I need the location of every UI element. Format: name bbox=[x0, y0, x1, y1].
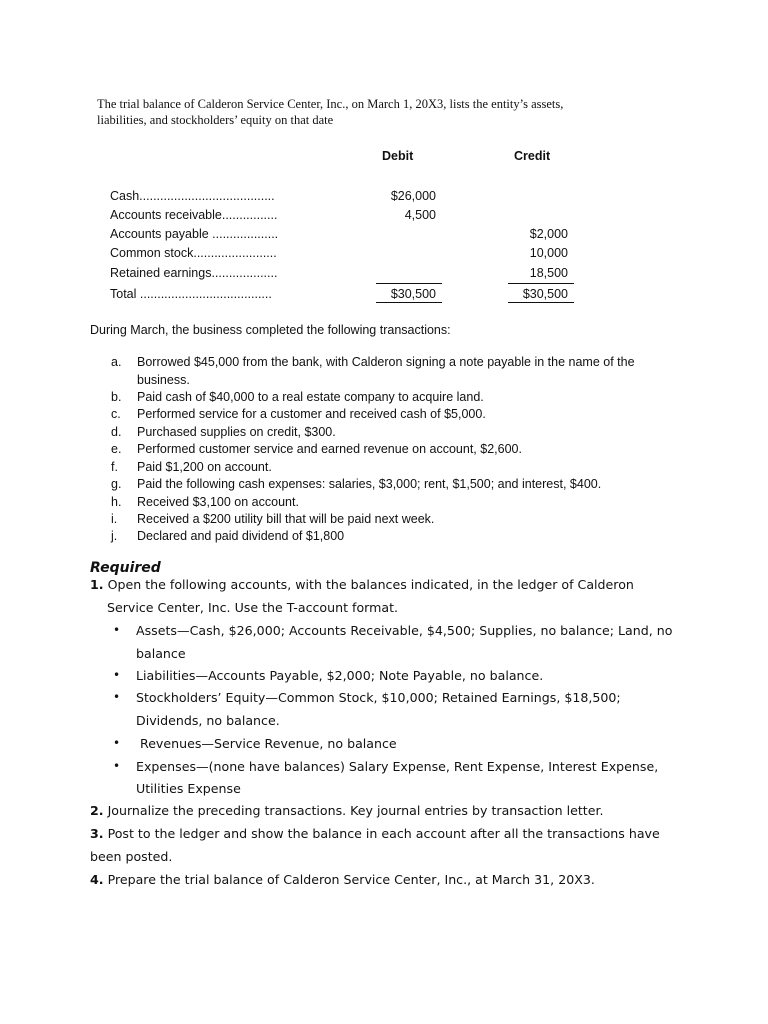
required-heading: Required bbox=[90, 560, 161, 576]
list-item: j. Declared and paid dividend of $1,800 bbox=[111, 529, 345, 543]
step-4: 4. Prepare the trial balance of Calderon Service Center, Inc., at March 31, 20X3. bbox=[90, 872, 595, 887]
list-item-continuation: business. bbox=[137, 373, 190, 387]
list-item: e. Performed customer service and earned revenue on account, $2,600. bbox=[111, 442, 522, 456]
step-1: 1. Open the following accounts, with the balances indicated, in the ledger of Calderon bbox=[90, 577, 634, 592]
list-item: h. Received $3,100 on account. bbox=[111, 495, 299, 509]
list-item: a. Borrowed $45,000 from the bank, with Calderon signing a note payable in the name of the bbox=[111, 355, 635, 369]
row-label-retained-earnings: Retained earnings................... bbox=[110, 266, 278, 280]
list-item: g. Paid the following cash expenses: salaries, $3,000; rent, $1,500; and interest, $400. bbox=[111, 477, 602, 491]
row-debit-cash: $26,000 bbox=[390, 189, 436, 203]
row-credit-retained-earnings: 18,500 bbox=[529, 266, 568, 280]
bullet-revenues: Revenues—Service Revenue, no balance bbox=[136, 736, 397, 751]
step-2: 2. Journalize the preceding transactions. Key journal entries by transaction letter. bbox=[90, 803, 604, 818]
row-label-total: Total ...................................... bbox=[110, 287, 272, 301]
credit-subtotal-rule bbox=[508, 283, 574, 284]
credit-total-rule bbox=[508, 302, 574, 303]
intro-line-1: The trial balance of Calderon Service Center, Inc., on March 1, 20X3, lists the entity’s assets, bbox=[97, 97, 564, 111]
list-item: b. Paid cash of $40,000 to a real estate company to acquire land. bbox=[111, 390, 484, 404]
intro-line-2: liabilities, and stockholders’ equity on that date bbox=[97, 113, 334, 127]
transactions-intro: During March, the business completed the following transactions: bbox=[90, 323, 451, 337]
bullet-assets: Assets—Cash, $26,000; Accounts Receivable, $4,500; Supplies, no balance; Land, no bbox=[136, 623, 673, 638]
bullet-icon: • bbox=[113, 690, 121, 704]
bullet-equity-cont: Dividends, no balance. bbox=[136, 713, 280, 728]
bullet-icon: • bbox=[113, 623, 121, 637]
row-credit-common-stock: 10,000 bbox=[529, 246, 568, 260]
row-label-common-stock: Common stock........................ bbox=[110, 246, 277, 260]
step-1-continuation: Service Center, Inc. Use the T-account format. bbox=[107, 600, 399, 615]
step-3: 3. Post to the ledger and show the balance in each account after all the transactions have bbox=[90, 826, 660, 841]
row-debit-accounts-receivable: 4,500 bbox=[404, 208, 436, 222]
row-label-accounts-receivable: Accounts receivable................ bbox=[110, 208, 278, 222]
row-label-accounts-payable: Accounts payable ................... bbox=[110, 227, 279, 241]
credit-header: Credit bbox=[514, 149, 551, 163]
bullet-icon: • bbox=[113, 668, 121, 682]
total-debit: $30,500 bbox=[390, 287, 436, 301]
bullet-expenses-cont: Utilities Expense bbox=[136, 781, 241, 796]
bullet-equity: Stockholders’ Equity—Common Stock, $10,000; Retained Earnings, $18,500; bbox=[136, 690, 621, 705]
bullet-assets-cont: balance bbox=[136, 646, 186, 661]
list-item: i. Received a $200 utility bill that will be paid next week. bbox=[111, 512, 435, 526]
list-item: c. Performed service for a customer and received cash of $5,000. bbox=[111, 407, 486, 421]
total-credit: $30,500 bbox=[522, 287, 568, 301]
bullet-icon: • bbox=[113, 736, 121, 750]
bullet-liabilities: Liabilities—Accounts Payable, $2,000; Note Payable, no balance. bbox=[136, 668, 544, 683]
row-label-cash: Cash....................................... bbox=[110, 189, 275, 203]
list-item: f. Paid $1,200 on account. bbox=[111, 460, 272, 474]
debit-subtotal-rule bbox=[376, 283, 442, 284]
bullet-expenses: Expenses—(none have balances) Salary Expense, Rent Expense, Interest Expense, bbox=[136, 759, 659, 774]
debit-total-rule bbox=[376, 302, 442, 303]
list-item: d. Purchased supplies on credit, $300. bbox=[111, 425, 336, 439]
debit-header: Debit bbox=[382, 149, 414, 163]
step-3-continuation: been posted. bbox=[90, 849, 173, 864]
bullet-icon: • bbox=[113, 759, 121, 773]
row-credit-accounts-payable: $2,000 bbox=[529, 227, 568, 241]
